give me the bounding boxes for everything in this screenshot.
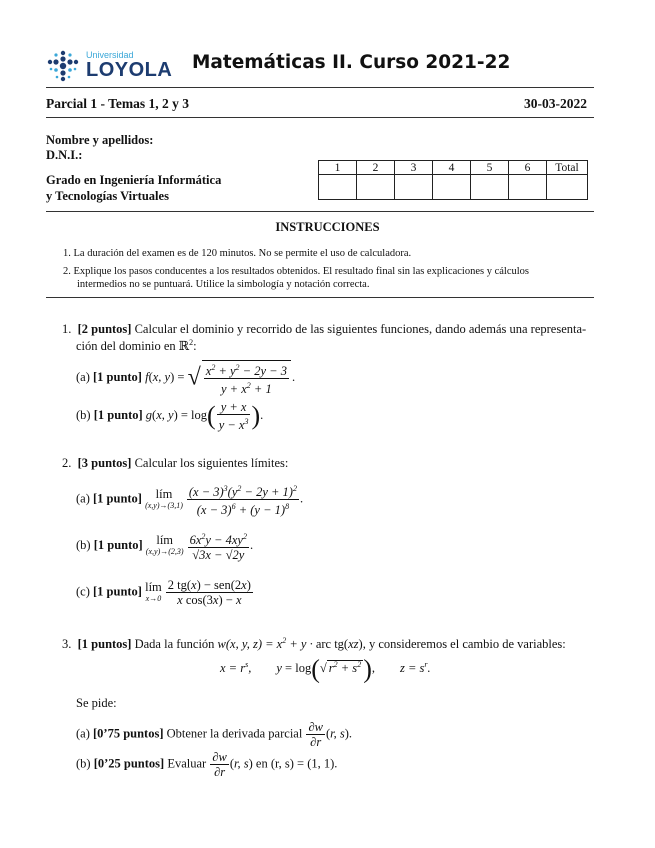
header-rule [46, 87, 594, 88]
subheader-rule [46, 117, 594, 118]
dni-label: D.N.I.: [46, 148, 83, 162]
question-1 [62, 322, 602, 337]
q3b-text: Evaluar [167, 756, 207, 771]
q1b-formula: g [145, 407, 153, 422]
instruction-2: 2. Explique los pasos conducentes a los resultados obtenidos. El resultado final sin las explicaciones y cálculos [63, 266, 529, 277]
q3-points: [1 puntos] [77, 637, 132, 652]
score-cell-5[interactable] [471, 175, 509, 200]
q1-part-a: (a) [1 punto] f(x, y) = √ $\frac{x^2 + y^2 - 2y - 3}{y + x^2 + 1}$ . [76, 360, 295, 396]
q3-change-of-variables: $x = r^s$, y = log(√ $r^2 + s^2$), $z = s^r$. [220, 654, 431, 684]
score-table [318, 160, 588, 200]
instructions-title: INSTRUCCIONES [275, 220, 380, 234]
q1-part-b: (b) [1 punto] g(x, y) = log( $\frac{y + x}{y - x^3}$ ). [76, 400, 264, 433]
q2-points: [3 puntos] [77, 456, 132, 470]
q2-part-b: (b) [1 punto] lím (x,y)→(2,3) $\frac{6x^2y - 4xy^2}{√3x - √2y}$ . [76, 532, 254, 563]
q3b-label: (b) [76, 756, 91, 771]
q3-part-b: (b) [0’25 puntos] Evaluar $\frac{\partial w}{\partial r}$ (r, s) en (r, s) = (1, 1). [76, 750, 338, 779]
score-header-5: 5 [471, 161, 509, 175]
question-2 [62, 456, 288, 471]
logo-top-text: Universidad [86, 50, 134, 60]
score-cell-4[interactable] [433, 175, 471, 200]
q1-text-b: ción del dominio en [76, 339, 176, 354]
score-header-2: 2 [357, 161, 395, 175]
q1-text: Calcular el dominio y recorrido de las siguientes funciones, dando además una representa- [134, 322, 587, 336]
q2-part-a: (a) [1 punto] lím (x,y)→(3,1) $\frac{(x - 3)^3(y^2 - 2y + 1)^2}{(x - 3)^6 + (y - 1)^8}$ . [76, 484, 304, 518]
q2a-points: [1 punto] [93, 491, 142, 506]
instructions-top-rule [46, 211, 594, 212]
university-logo [46, 45, 173, 85]
q2-number: 2. [62, 456, 72, 470]
q3b-text-2: en (r, s) = (1, 1). [255, 756, 338, 771]
q3b-points: [0’25 puntos] [93, 756, 165, 771]
score-header-6: 6 [509, 161, 547, 175]
q1b-label: (b) [76, 407, 91, 422]
q2c-label: (c) [76, 584, 90, 599]
q3-text-end: y consideremos el cambio de variables: [368, 637, 566, 652]
q1-r2-symbol: ℝ$^2$: [178, 338, 197, 354]
exam-title: Matemáticas II. Curso 2021-22 [192, 52, 511, 73]
exam-date: 30-03-2022 [524, 96, 587, 111]
q2b-points: [1 punto] [93, 537, 143, 552]
q3-function: w(x, y, $z) = x^2 + y$ · [217, 636, 316, 652]
q3-number: 3. [62, 637, 72, 652]
score-header-1: 1 [319, 161, 357, 175]
score-cell-6[interactable] [509, 175, 547, 200]
q1a-formula: f [145, 370, 149, 385]
instruction-1: 1. La duración del examen es de 120 minutos. No se permite el uso de calculadora. [63, 248, 412, 259]
q3-text: Dada la función [134, 637, 215, 652]
exam-subtitle: Parcial 1 - Temas 1, 2 y 3 [46, 96, 189, 111]
q2-text: Calcular los siguientes límites: [134, 456, 289, 470]
instructions-bottom-rule [46, 297, 594, 298]
q3a-label: (a) [76, 726, 90, 741]
question-3: 3. [1 puntos] Dada la función w(x, y, $z) = x^2 + y$ · arc tg(xz), y consideremos el cambio de variables: [62, 636, 566, 652]
name-label: Nombre y apellidos: [46, 133, 154, 147]
score-header-4: 4 [433, 161, 471, 175]
q1-text-cont [76, 338, 197, 354]
score-header-total: Total [547, 161, 588, 175]
q1-number: 1. [62, 322, 72, 336]
q2a-label: (a) [76, 491, 90, 506]
q1a-label: (a) [76, 370, 90, 385]
score-cell-3[interactable] [395, 175, 433, 200]
q2-part-c: (c) [1 punto] lím x→0 $\frac{\text{2 tg(x) − sen(2x)}}{\text{x cos(3x) − x}}$ [76, 578, 251, 607]
score-cell-2[interactable] [357, 175, 395, 200]
q1b-points: [1 punto] [93, 407, 143, 422]
q1-points: [2 puntos] [77, 322, 132, 336]
q1a-points: [1 punto] [93, 370, 142, 385]
score-cell-1[interactable] [319, 175, 357, 200]
logo-cross-icon [46, 49, 80, 83]
q2c-points: [1 punto] [93, 584, 142, 599]
q3-se-pide: Se pide: [76, 696, 117, 710]
q3a-points: [0’75 puntos] [93, 726, 164, 741]
q3-part-a: (a) [0’75 puntos] Obtener la derivada parcial $\frac{\partial w}{\partial r}$ (r, s). [76, 720, 353, 749]
q2b-label: (b) [76, 537, 91, 552]
q3a-text: Obtener la derivada parcial [166, 726, 303, 741]
instruction-2-cont: intermedios no se puntuará. Utilice la simbología y notación correcta. [77, 279, 370, 290]
degree-line-2: y Tecnologías Virtuales [46, 189, 169, 203]
degree-line-1: Grado en Ingeniería Informática [46, 173, 222, 187]
logo-main-text: LOYOLA [86, 59, 173, 81]
score-cell-total[interactable] [547, 175, 588, 200]
score-header-3: 3 [395, 161, 433, 175]
